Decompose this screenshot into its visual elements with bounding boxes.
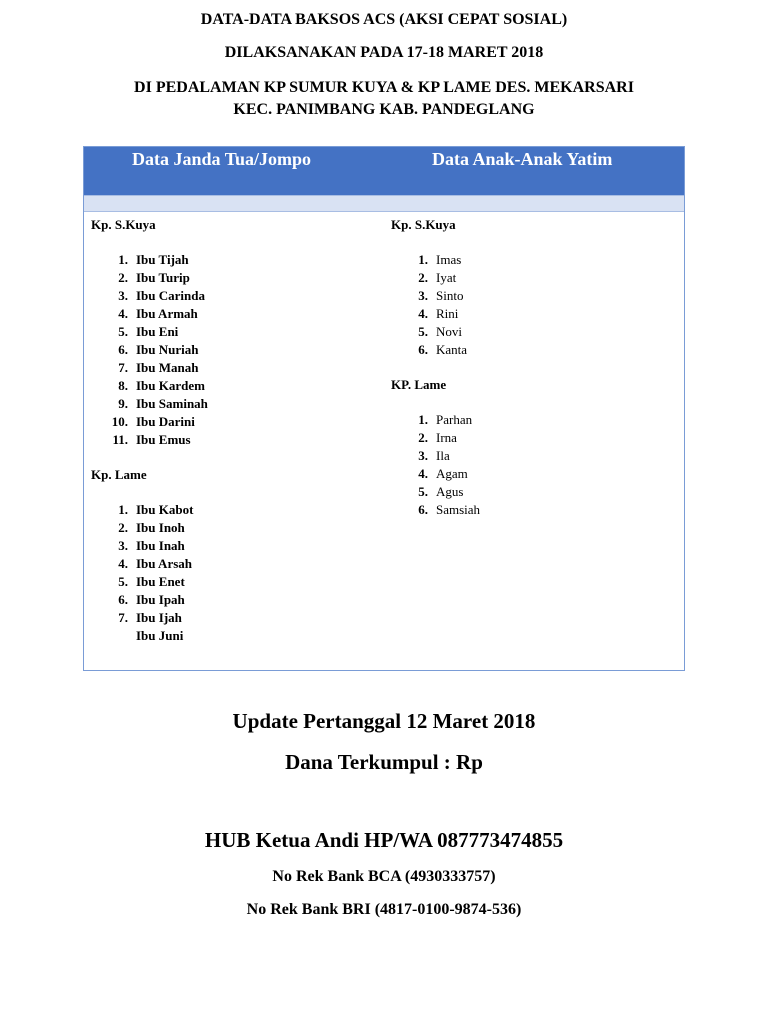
list-item-name: Ibu Armah [136,306,198,321]
list-item [391,323,681,341]
data-table [83,146,685,671]
list-item [91,591,381,609]
list-item [91,251,381,269]
list-item-name: Ibu Turip [136,270,190,285]
list-item-name: Ibu Inah [136,538,185,553]
list-item-name: Rini [436,306,459,321]
list-item-name: Sinto [436,288,464,303]
list-item-name: Ibu Nuriah [136,342,199,357]
update-date: Update Pertanggal 12 Maret 2018 [232,709,536,733]
list-item [91,287,381,305]
right-section-skuya-title: Kp. S.Kuya [391,217,456,232]
event-location-line-2: KEC. PANIMBANG KAB. PANDEGLANG [233,101,535,118]
list-item-number: 11. [112,432,128,447]
list-item [91,519,381,537]
list-item [91,555,381,573]
list-item [91,537,381,555]
list-item [91,377,381,395]
list-item-name: Agus [436,484,464,499]
list-item-number: 5. [118,574,128,589]
left-section-lame-list [91,501,381,645]
list-item-name: Ibu Saminah [136,396,208,411]
list-item [91,359,381,377]
list-item-name: Ibu Emus [136,432,191,447]
list-item-name: Ibu Ijah [136,610,182,625]
list-item-number: 6. [118,342,128,357]
list-item-number: 6. [418,502,428,517]
list-item-name: Ibu Tijah [136,252,189,267]
list-item-number: 1. [118,502,128,517]
list-item [91,269,381,287]
list-item [391,429,681,447]
list-item [391,465,681,483]
list-item-number: 9. [118,396,128,411]
list-item-number: 2. [418,430,428,445]
list-item-number: 4. [418,466,428,481]
list-item-name: Iyat [436,270,457,285]
list-item-number: 7. [118,360,128,375]
list-item-name: Ibu Juni [136,628,184,643]
list-item [391,251,681,269]
list-item [391,269,681,287]
left-section-skuya-list [91,251,381,449]
list-item [91,501,381,519]
list-item-number: 7. [118,610,128,625]
list-item-name: Samsiah [436,502,481,517]
list-item [391,483,681,501]
list-item-name: Ila [436,448,450,463]
list-item-number: 4. [118,306,128,321]
list-item-number: 5. [118,324,128,339]
list-item-name: Parhan [436,412,473,427]
list-item [91,341,381,359]
list-item [91,305,381,323]
funds-collected: Dana Terkumpul : Rp [285,750,483,774]
event-date: DILAKSANAKAN PADA 17-18 MARET 2018 [224,44,544,61]
list-item [91,609,381,627]
list-item-number: 6. [418,342,428,357]
list-item-number: 6. [118,592,128,607]
list-item-number: 1. [118,252,128,267]
list-item [91,573,381,591]
list-item-name: Ibu Ipah [136,592,185,607]
list-item-number: 1. [418,252,428,267]
left-section-skuya-title: Kp. S.Kuya [91,217,156,232]
list-item-number: 3. [418,448,428,463]
right-section-lame-list [391,411,681,519]
list-item-name: Novi [436,324,462,339]
list-item-number: 5. [418,484,428,499]
list-item-name: Ibu Darini [136,414,195,429]
list-item-number: 3. [118,288,128,303]
bank-account-bri: No Rek Bank BRI (4817-0100-9874-536) [246,901,522,918]
list-item-name: Ibu Kabot [136,502,194,517]
event-location [0,77,768,121]
list-item [91,431,381,449]
right-section-skuya-list [391,251,681,359]
left-section-lame-title: Kp. Lame [91,467,147,482]
list-item [91,395,381,413]
header-anak-yatim: Data Anak-Anak Yatim [432,149,613,169]
list-item-name: Ibu Carinda [136,288,205,303]
list-item-name: Ibu Eni [136,324,179,339]
contact-info: HUB Ketua Andi HP/WA 087773474855 [204,828,564,852]
list-item-name: Ibu Arsah [136,556,192,571]
list-item-name: Agam [436,466,468,481]
list-item [91,413,381,431]
list-item-number: 10. [111,414,128,429]
list-item-number: 1. [418,412,428,427]
list-item-name: Ibu Enet [136,574,185,589]
list-item-number: 5. [418,324,428,339]
bank-account-bca: No Rek Bank BCA (4930333757) [272,868,496,885]
list-item-number: 3. [118,538,128,553]
list-item [91,627,381,645]
list-item-number: 2. [418,270,428,285]
list-item-number: 3. [418,288,428,303]
list-item-number: 8. [118,378,128,393]
table-header-band [84,195,684,212]
list-item-number: 2. [118,520,128,535]
janda-tua-column [91,216,381,645]
list-item-name: Ibu Kardem [136,378,205,393]
right-section-lame-title: KP. Lame [391,377,447,392]
table-header-row [84,147,684,195]
list-item-name: Irna [436,430,457,445]
list-item-number: 4. [418,306,428,321]
document-title: DATA-DATA BAKSOS ACS (AKSI CEPAT SOSIAL) [200,11,568,28]
list-item [391,287,681,305]
list-item-number: 2. [118,270,128,285]
list-item [391,447,681,465]
header-janda-tua: Data Janda Tua/Jompo [132,149,312,169]
list-item [391,411,681,429]
list-item [91,323,381,341]
anak-yatim-column [391,216,681,519]
list-item [391,341,681,359]
list-item [391,501,681,519]
list-item-name: Kanta [436,342,468,357]
list-item-number: 4. [118,556,128,571]
list-item [391,305,681,323]
event-location-line-1: DI PEDALAMAN KP SUMUR KUYA & KP LAME DES. MEKARSARI [134,79,634,96]
list-item-name: Ibu Inoh [136,520,185,535]
list-item-name: Ibu Manah [136,360,199,375]
list-item-name: Imas [436,252,462,267]
